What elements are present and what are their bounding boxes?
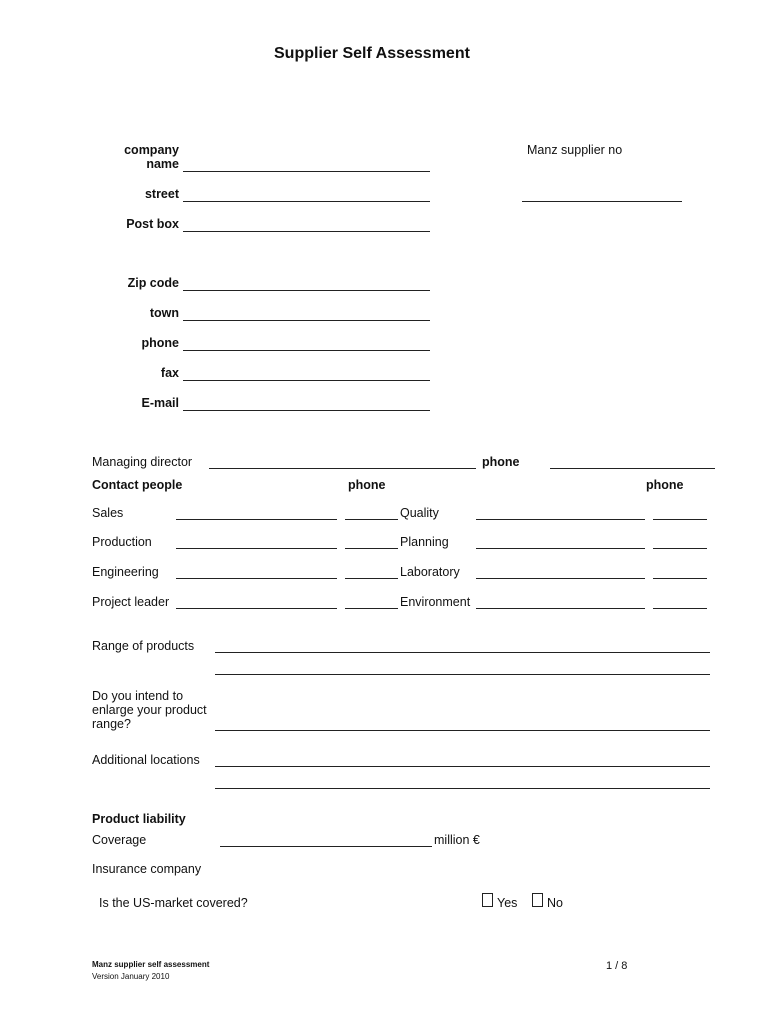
laboratory-name-field[interactable] <box>476 578 645 579</box>
company-name-field[interactable] <box>183 171 430 172</box>
enlarge-range-label-2: enlarge your product <box>92 703 207 717</box>
range-of-products-field-1[interactable] <box>215 652 710 653</box>
additional-locations-field-2[interactable] <box>215 788 710 789</box>
md-phone-label: phone <box>482 455 520 469</box>
post-box-field[interactable] <box>183 231 430 232</box>
managing-director-field[interactable] <box>209 468 476 469</box>
planning-phone-field[interactable] <box>653 548 707 549</box>
email-label: E-mail <box>141 396 179 410</box>
page-number: 1 / 8 <box>606 960 628 972</box>
phone-heading-right: phone <box>646 478 684 492</box>
coverage-label: Coverage <box>92 833 147 847</box>
quality-name-field[interactable] <box>476 519 645 520</box>
coverage-field[interactable] <box>220 846 432 847</box>
project-leader-label: Project leader <box>92 595 170 609</box>
managing-director-label: Managing director <box>92 455 193 469</box>
sales-label: Sales <box>92 506 124 520</box>
sales-phone-field[interactable] <box>345 519 398 520</box>
environment-label: Environment <box>400 595 471 609</box>
zip-code-label: Zip code <box>127 276 179 290</box>
contact-people-heading: Contact people <box>92 478 183 492</box>
production-label: Production <box>92 535 152 549</box>
environment-phone-field[interactable] <box>653 608 707 609</box>
phone-label: phone <box>141 336 179 350</box>
production-phone-field[interactable] <box>345 548 398 549</box>
zip-code-field[interactable] <box>183 290 430 291</box>
street-label: street <box>144 187 179 201</box>
range-of-products-label: Range of products <box>92 639 195 653</box>
project-leader-name-field[interactable] <box>176 608 337 609</box>
us-market-question: Is the US-market covered? <box>99 896 248 910</box>
enlarge-range-field[interactable] <box>215 730 710 731</box>
planning-label: Planning <box>400 535 449 549</box>
company-name-label: name <box>146 157 179 171</box>
page-title: Supplier Self Assessment <box>274 45 470 62</box>
quality-label: Quality <box>400 506 439 520</box>
project-leader-phone-field[interactable] <box>345 608 398 609</box>
engineering-label: Engineering <box>92 565 159 579</box>
engineering-phone-field[interactable] <box>345 578 398 579</box>
quality-phone-field[interactable] <box>653 519 707 520</box>
town-field[interactable] <box>183 320 430 321</box>
enlarge-range-label-1: Do you intend to <box>92 689 184 703</box>
coverage-unit: million € <box>434 833 480 847</box>
supplier-no-field[interactable] <box>522 201 682 202</box>
fax-label: fax <box>160 366 179 380</box>
product-liability-heading: Product liability <box>92 812 186 826</box>
town-label: town <box>149 306 179 320</box>
sales-name-field[interactable] <box>176 519 337 520</box>
phone-heading-left: phone <box>348 478 386 492</box>
additional-locations-field-1[interactable] <box>215 766 710 767</box>
supplier-no-label: Manz supplier no <box>527 143 623 157</box>
post-box-label: Post box <box>126 217 179 231</box>
md-phone-field[interactable] <box>550 468 715 469</box>
laboratory-label: Laboratory <box>400 565 460 579</box>
range-of-products-field-2[interactable] <box>215 674 710 675</box>
email-field[interactable] <box>183 410 430 411</box>
engineering-name-field[interactable] <box>176 578 337 579</box>
street-field[interactable] <box>183 201 430 202</box>
enlarge-range-label-3: range? <box>92 717 131 731</box>
production-name-field[interactable] <box>176 548 337 549</box>
yes-checkbox[interactable] <box>482 893 493 907</box>
fax-field[interactable] <box>183 380 430 381</box>
laboratory-phone-field[interactable] <box>653 578 707 579</box>
phone-field[interactable] <box>183 350 430 351</box>
yes-label: Yes <box>497 896 518 910</box>
footer-version: Version January 2010 <box>92 972 170 981</box>
additional-locations-label: Additional locations <box>92 753 200 767</box>
environment-name-field[interactable] <box>476 608 645 609</box>
insurance-company-label: Insurance company <box>92 862 202 876</box>
no-checkbox[interactable] <box>532 893 543 907</box>
footer-doc-name: Manz supplier self assessment <box>92 960 210 969</box>
no-label: No <box>547 896 563 910</box>
planning-name-field[interactable] <box>476 548 645 549</box>
company-label: company <box>124 143 179 157</box>
